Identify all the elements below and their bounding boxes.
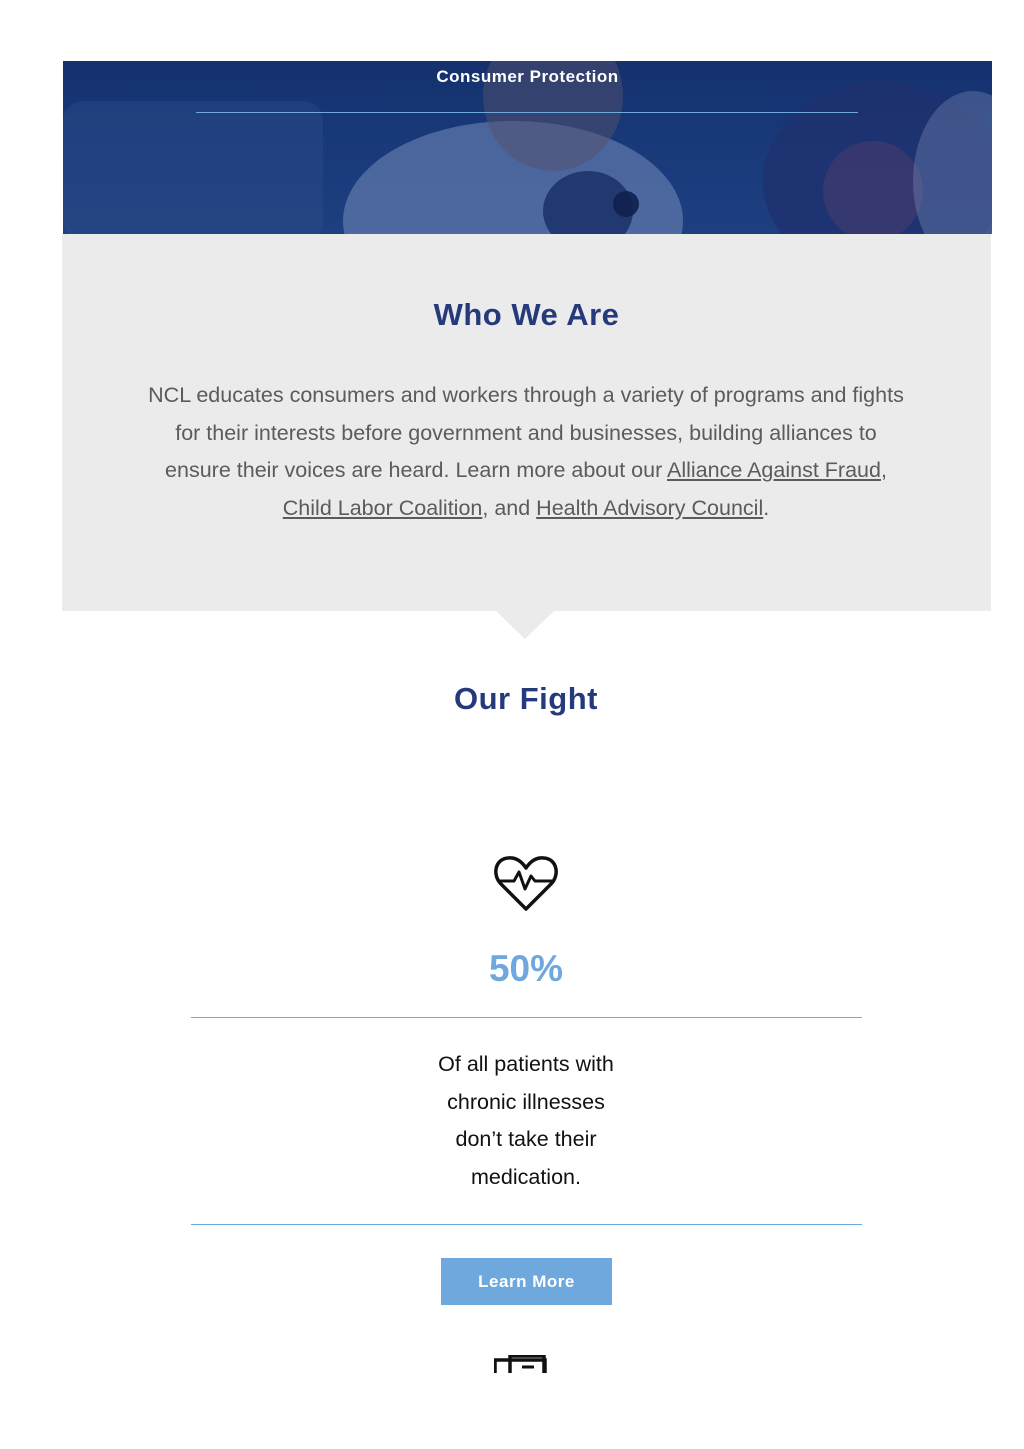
who-we-are-title: Who We Are <box>433 297 620 332</box>
sentence-end: . <box>763 495 770 520</box>
who-we-are-text <box>142 377 910 527</box>
hero-divider <box>196 112 858 113</box>
page-bottom-fill <box>0 1373 1024 1449</box>
who-we-are-section <box>62 234 991 611</box>
health-advisory-council-link[interactable]: Health Advisory Council <box>536 495 764 520</box>
alliance-against-fraud-link[interactable]: Alliance Against Fraud <box>667 458 881 482</box>
link-separator: , and <box>482 495 537 520</box>
our-fight-title: Our Fight <box>454 681 598 716</box>
hero-title: Consumer Protection <box>436 67 619 86</box>
who-we-are-intro: NCL educates consumers and workers through a variety of programs and fights for their interests before government and businesses, building alliances to ensure their voices are heard. Learn more about our <box>148 383 904 482</box>
child-labor-coalition-link[interactable]: Child Labor Coalition <box>282 495 483 520</box>
stat-divider-bottom <box>191 1224 862 1225</box>
link-separator: , <box>880 458 887 482</box>
stat-value: 50% <box>488 948 564 989</box>
section-pointer <box>496 611 554 639</box>
hero-banner <box>63 61 992 234</box>
stat-divider-top <box>191 1017 862 1018</box>
learn-more-button[interactable]: Learn More <box>441 1258 612 1305</box>
stat-description: Of all patients with chronic illnesses don’t take their medication. <box>438 1052 614 1189</box>
heart-pulse-icon <box>494 853 558 913</box>
